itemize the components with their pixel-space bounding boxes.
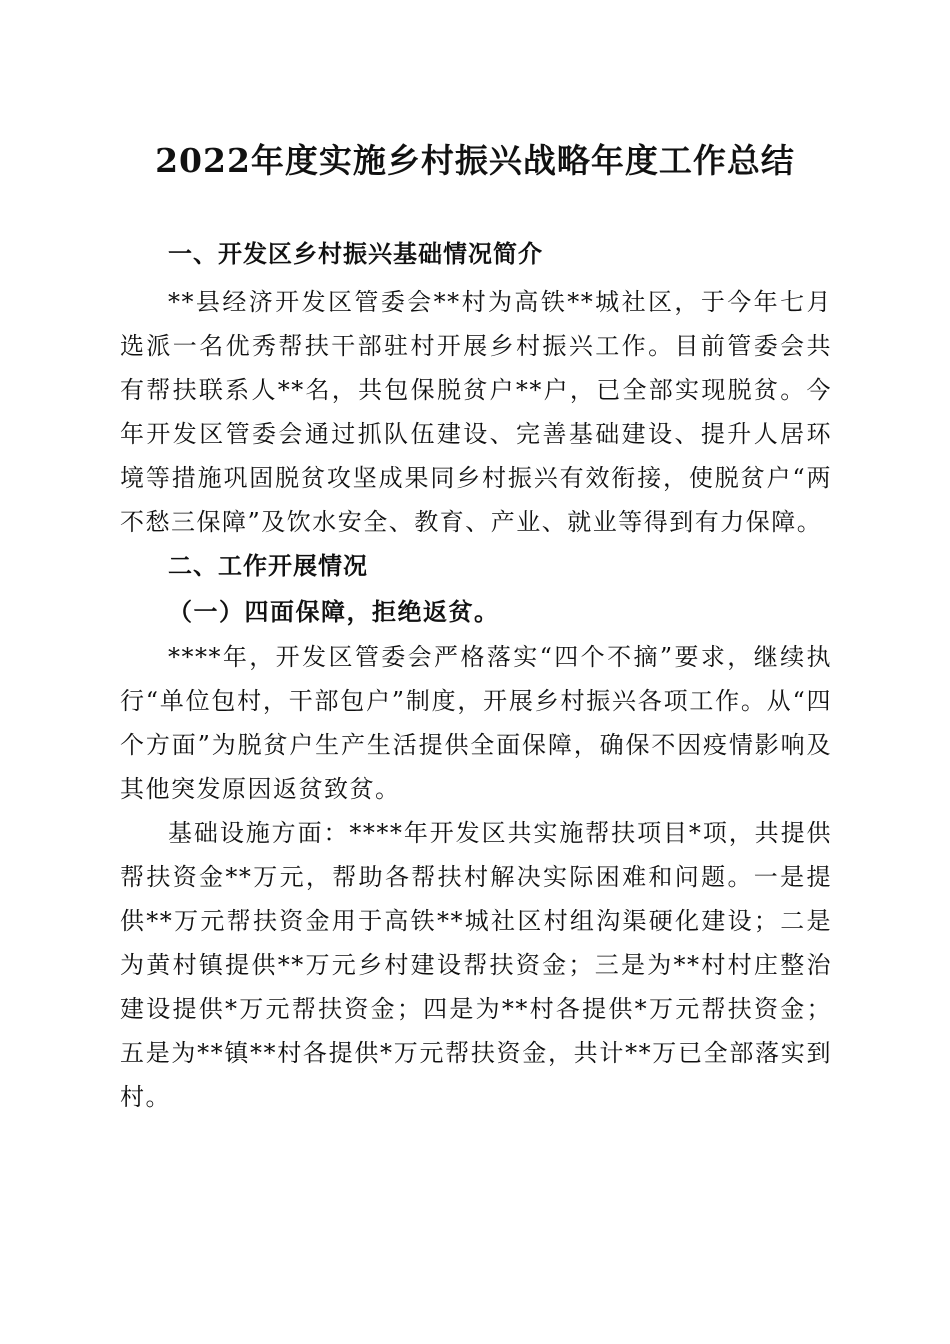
section-2-paragraph-1: ****年，开发区管委会严格落实“四个不摘”要求，继续执行“单位包村，干部包户”制度，开展乡村振兴各项工作。从“四个方面”为脱贫户生产生活提供全面保障，确保不因疫情影响及其他突发原因返贫致贫。 xyxy=(120,643,832,803)
section-1-heading: 一、开发区乡村振兴基础情况简介 xyxy=(168,240,543,268)
section-2-heading: 二、工作开展情况 xyxy=(168,552,368,580)
section-1-paragraph: **县经济开发区管委会**村为高铁**城社区，于今年七月选派一名优秀帮扶干部驻村开展乡村振兴工作。目前管委会共有帮扶联系人**名，共包保脱贫户**户，已全部实现脱贫。今年开发区管委会通过抓队伍建设、完善基础建设、提升人居环境等措施巩固脱贫攻坚成果同乡村振兴有效衔接，使脱贫户“两不愁三保障”及饮水安全、教育、产业、就业等得到有力保障。 xyxy=(120,288,832,536)
section-2-paragraph-2: 基础设施方面：****年开发区共实施帮扶项目*项，共提供帮扶资金**万元，帮助各帮扶村解决实际困难和问题。一是提供**万元帮扶资金用于高铁**城社区村组沟渠硬化建设；二是为黄村镇提供**万元乡村建设帮扶资金；三是为**村村庄整治建设提供*万元帮扶资金；四是为**村各提供*万元帮扶资金；五是为**镇**村各提供*万元帮扶资金，共计**万已全部落实到村。 xyxy=(120,819,832,1111)
section-2-subheading: （一）四面保障，拒绝返贫。 xyxy=(168,597,500,626)
document-title: 2022年度实施乡村振兴战略年度工作总结 xyxy=(155,141,795,180)
